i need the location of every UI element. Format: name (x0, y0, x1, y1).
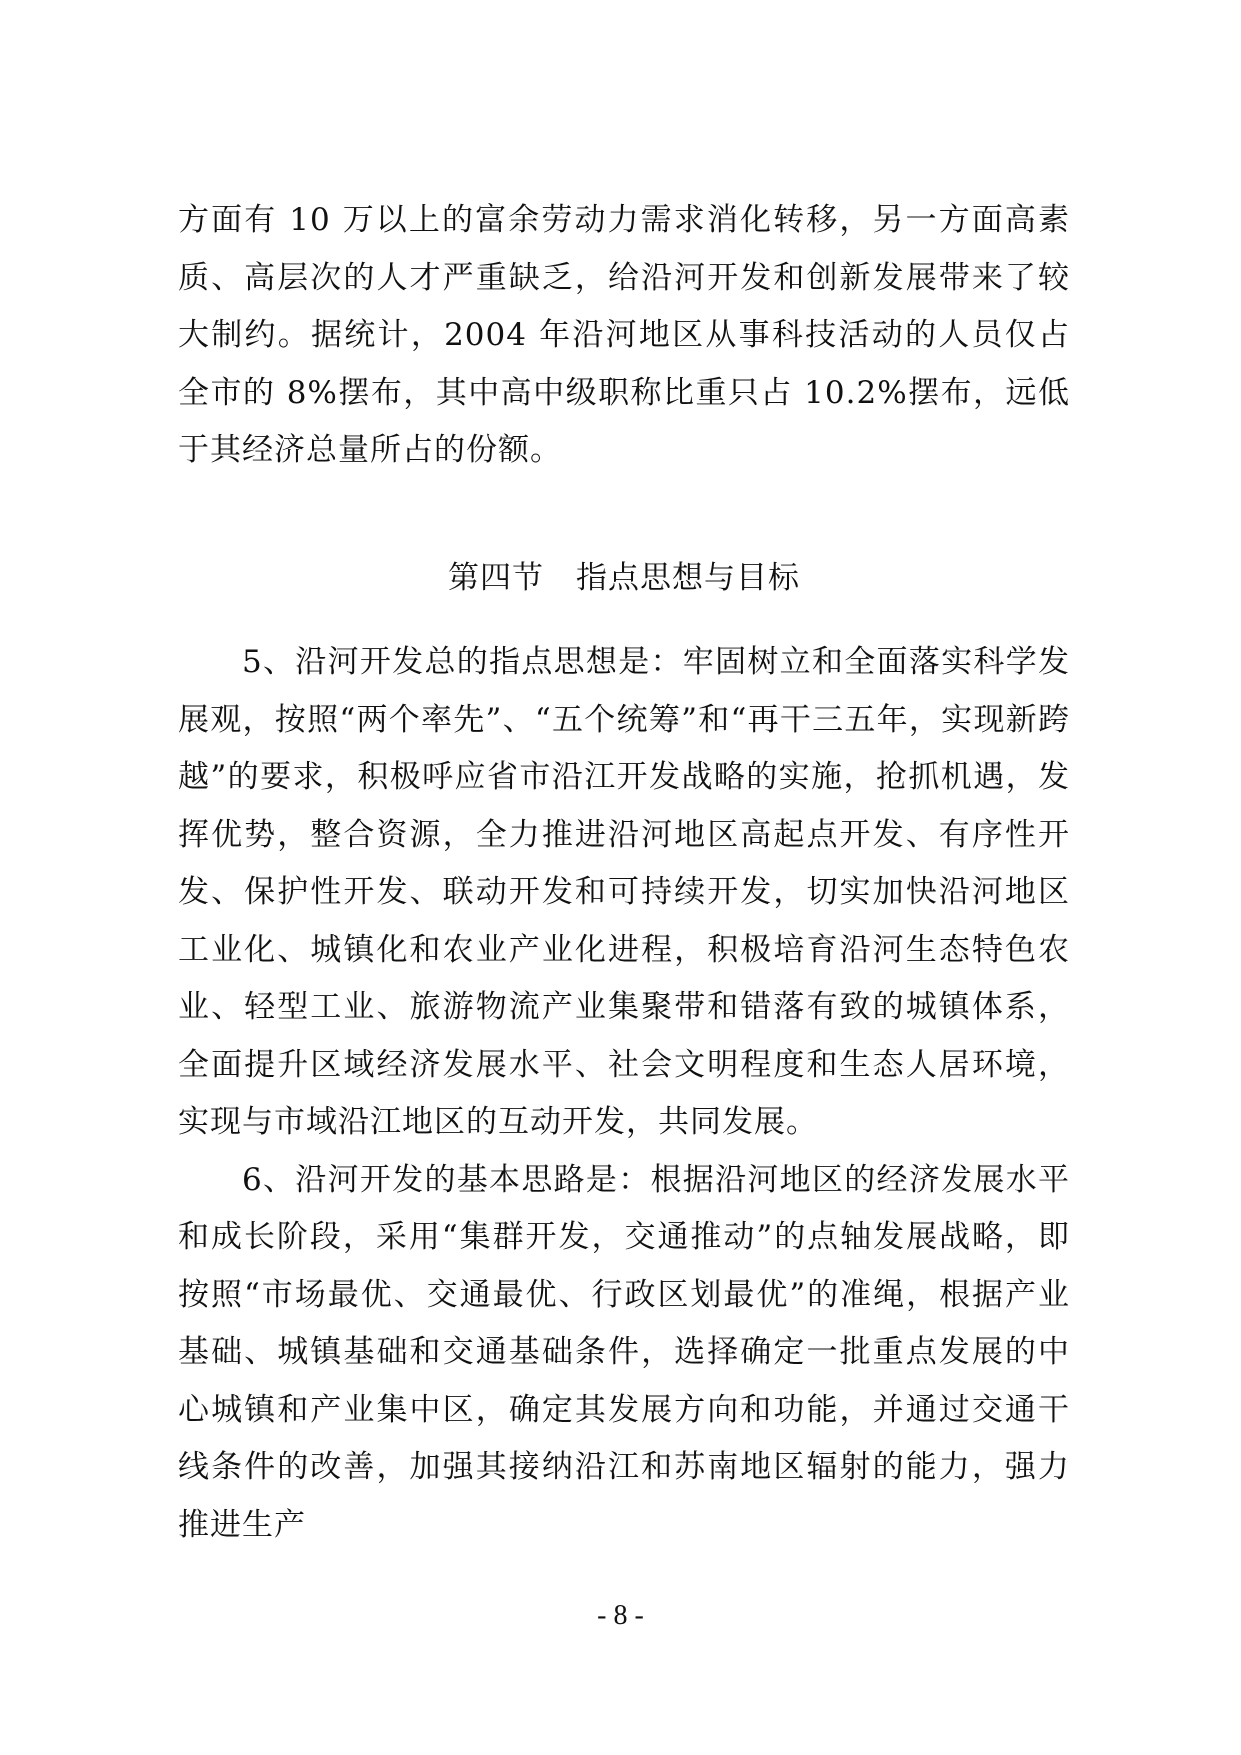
body-text-top (178, 192, 1070, 480)
section-heading: 第四节 指点思想与目标 (448, 560, 800, 596)
paragraph-6: 6、沿河开发的基本思路是：根据沿河地区的经济发展水平和成长阶段，采用“集群开发，交通推动”的点轴发展战略，即按照“市场最优、交通最优、行政区划最优”的准绳，根据产业基础、城镇基础和交通基础条件，选择确定一批重点发展的中心城镇和产业集中区，确定其发展方向和功能，并通过交通干线条件的改善，加强其接纳沿江和苏南地区辐射的能力，强力推进生产 (178, 1161, 1070, 1543)
continuation-paragraph: 方面有 10 万以上的富余劳动力需求消化转移，另一方面高素质、高层次的人才严重缺乏，给沿河开发和创新发展带来了较大制约。据统计，2004 年沿河地区从事科技活动的人员仅占全市的 8%摆布，其中高中级职称比重只占 10.2%摆布，远低于其经济总量所占的份额。 (178, 202, 1070, 468)
paragraph-5: 5、沿河开发总的指点思想是：牢固树立和全面落实科学发展观，按照“两个率先”、“五个统筹”和“再干三五年，实现新跨越”的要求，积极呼应省市沿江开发战略的实施，抢抓机遇，发挥优势，整合资源，全力推进沿河地区高起点开发、有序性开发、保护性开发、联动开发和可持续开发，切实加快沿河地区工业化、城镇化和农业产业化进程，积极培育沿河生态特色农业、轻型工业、旅游物流产业集聚带和错落有致的城镇体系，全面提升区域经济发展水平、社会文明程度和生态人居环境，实现与市域沿江地区的互动开发，共同发展。 (178, 644, 1070, 1140)
page-number: - 8 - (597, 1600, 644, 1631)
body-text-main (178, 634, 1070, 1554)
